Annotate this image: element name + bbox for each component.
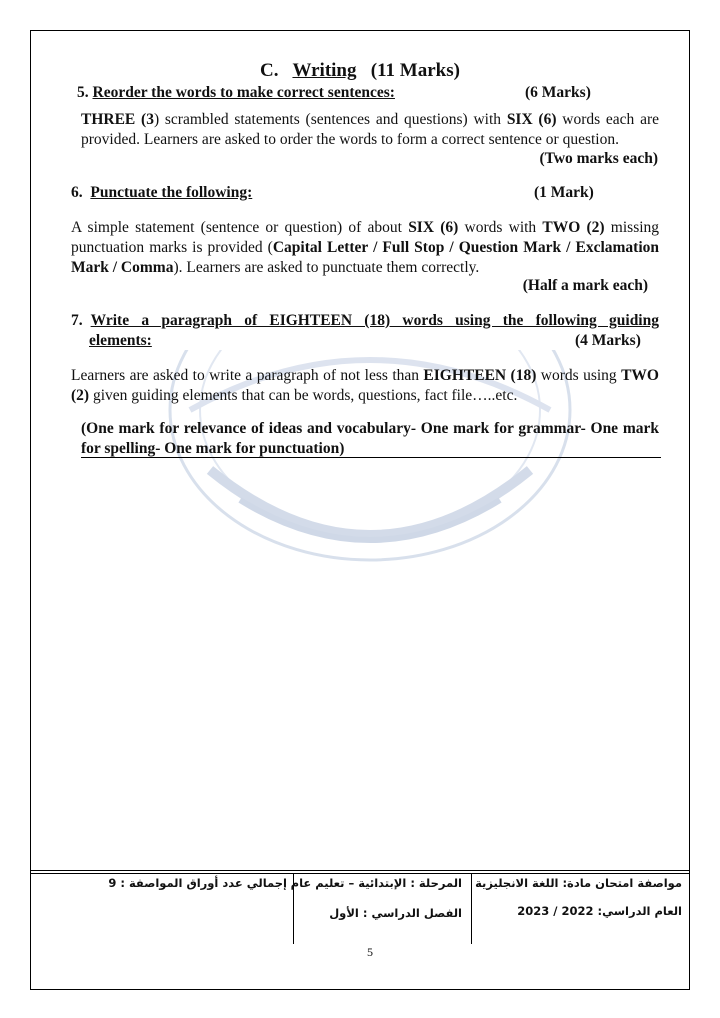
footer-subject: مواصفة امتحان مادة: اللغة الانجليزية — [475, 876, 682, 890]
q5-marks: (6 Marks) — [525, 84, 591, 101]
section-marks: (11 Marks) — [370, 60, 460, 81]
footer-rule-top-2 — [30, 873, 690, 874]
q7-underline — [81, 457, 661, 458]
footer-total-sheets: إجمالي عدد أوراق المواصفة : 9 — [108, 876, 287, 890]
q5-heading: 5. Reorder the words to make correct sentences: — [77, 84, 395, 101]
q6-marks: (1 Mark) — [534, 184, 594, 201]
section-title: C. Writing (11 Marks) — [260, 60, 460, 81]
q6-heading: 6. Punctuate the following: — [71, 184, 253, 201]
q6-description: A simple statement (sentence or question) of about SIX (6) words with TWO (2) missing punctuation marks is provided (Capital Letter / Full Stop / Question Mark / Exclamation Mark / Comma). Learners are asked to punctuate them correctly. — [71, 219, 660, 276]
page-border — [30, 30, 690, 990]
footer-rule-top — [30, 870, 690, 871]
footer-term: الفصل الدراسي : الأول — [329, 906, 462, 920]
section-name: Writing — [292, 60, 357, 81]
q6-note: (Half a mark each) — [522, 277, 648, 294]
footer-stage: المرحلة : الإبتدائية – تعليم عام — [290, 876, 462, 890]
q7-marks: (4 Marks) — [575, 332, 641, 349]
q7-criteria: (One mark for relevance of ideas and vocabulary- One mark for grammar- One mark for spelling- One mark for punctuation) — [81, 420, 659, 457]
q7-heading: 7. Write a paragraph of EIGHTEEN (18) words using the following guiding elements: — [71, 312, 659, 349]
footer-year: العام الدراسي: 2022 / 2023 — [517, 904, 682, 918]
q5-note: (Two marks each) — [539, 150, 658, 167]
q7-description: Learners are asked to write a paragraph of not less than EIGHTEEN (18) words using TWO (2) given guiding elements that can be words, questions, fact file…..etc. — [71, 367, 659, 404]
footer-divider-right — [471, 874, 472, 944]
page-number: 5 — [367, 945, 373, 959]
q5-description: THREE (3) scrambled statements (sentences and questions) with SIX (6) words each are provided. Learners are asked to order the words to form a correct sentence or question. — [81, 111, 659, 148]
